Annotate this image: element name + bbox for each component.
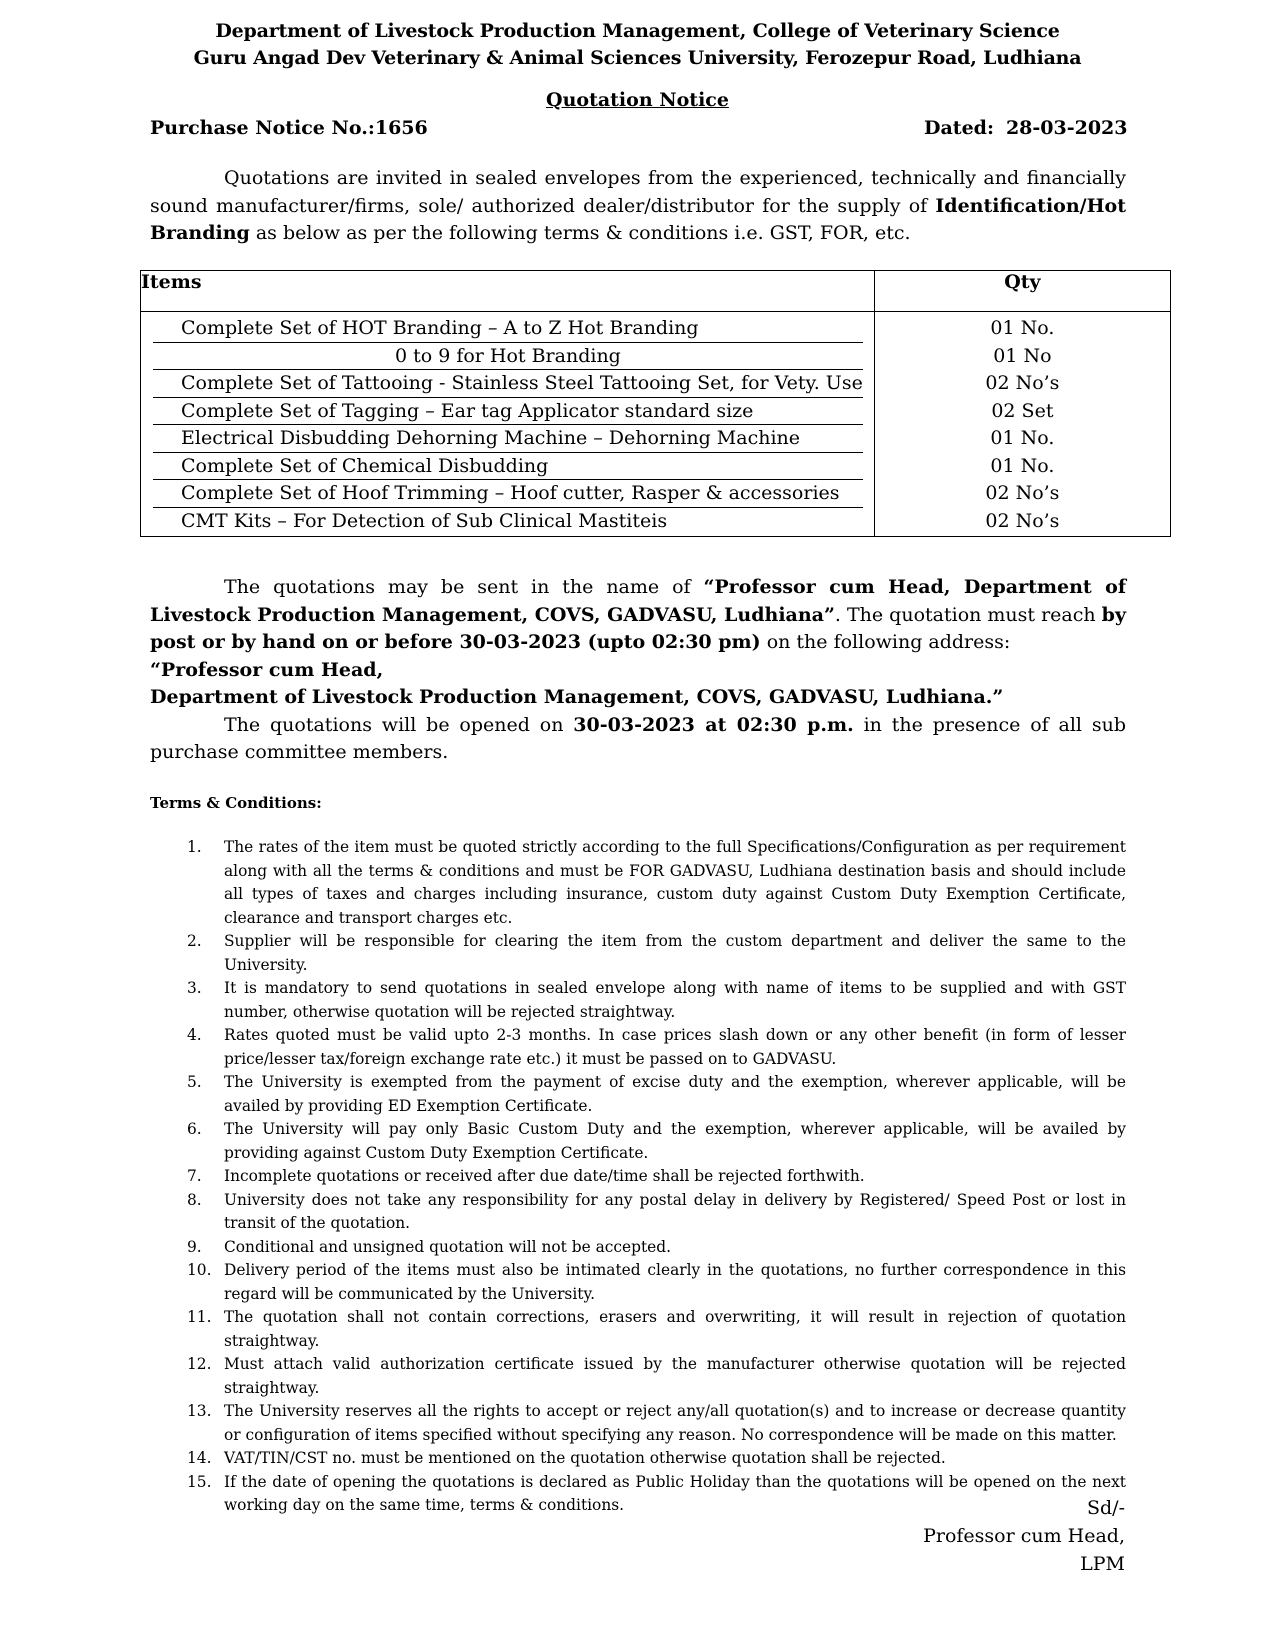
- address-line-2: [150, 684, 1126, 712]
- item-name: CMT Kits – For Detection of Sub Clinical Mastiteis: [181, 509, 668, 532]
- signature-block: [923, 1494, 1125, 1578]
- term-number: 12.: [187, 1355, 212, 1373]
- intro-item-name: Identification/Hot Branding: [150, 194, 1126, 244]
- address-line-1: [150, 657, 1126, 685]
- opening-text: The quotations will be opened on: [224, 713, 574, 736]
- term-number: 10.: [187, 1261, 212, 1279]
- signature-sd: Sd/-: [1087, 1497, 1125, 1519]
- item-name: Complete Set of Hoof Trimming – Hoof cutter, Rasper & accessories: [153, 480, 863, 508]
- qty-column-header: Qty: [874, 271, 1170, 312]
- purchase-notice-number: Purchase Notice No.:1656: [150, 117, 428, 139]
- term-text: The rates of the item must be quoted strictly according to the full Specifications/Configuration as per requirement along with all the terms & conditions and must be FOR GADVASU, Ludhiana destination basis and should include all types of taxes and charges including insurance, custom duty against Custom Duty Exemption Certificate, clearance and transport charges etc.: [224, 838, 1126, 927]
- term-number: 8.: [187, 1190, 202, 1209]
- term-text: If the date of opening the quotations is declared as Public Holiday than the quotations will be opened on the next working day on the same time, terms & conditions.: [224, 1472, 1126, 1514]
- item-name: Complete Set of Tattooing - Stainless Steel Tattooing Set, for Vety. Use: [153, 370, 863, 398]
- term-text: The University reserves all the rights to accept or reject any/all quotation(s) and to increase or decrease quantity or configuration of items specified without specifying any reason. No correspondence will be made on this matter.: [224, 1402, 1126, 1444]
- term-text: The quotation shall not contain corrections, erasers and overwriting, it will result in rejection of quotation straightway.: [224, 1308, 1126, 1350]
- qty-cell: [874, 312, 1170, 537]
- intro-text: Quotations are invited in sealed envelopes from the experienced, technically and financially sound manufacturer/firms, sole/ authorized dealer/distributor for the supply of: [150, 167, 1126, 217]
- term-text: University does not take any responsibility for any postal delay in delivery by Registered/ Speed Post or lost in transit of the quotation.: [224, 1190, 1126, 1232]
- term-number: 5.: [187, 1073, 202, 1091]
- item-qty: 02 No’s: [985, 482, 1060, 504]
- term-item: [150, 1353, 1126, 1400]
- dated-label: Dated:: [924, 117, 994, 139]
- addressee-name: “Professor cum Head, Department of Livestock Production Management, COVS, GADVASU, Ludhiana”: [150, 576, 1127, 626]
- term-item: [150, 930, 1126, 977]
- term-text: Conditional and unsigned quotation will not be accepted.: [224, 1237, 672, 1256]
- term-number: 14.: [187, 1449, 212, 1467]
- intro-paragraph: [150, 165, 1126, 248]
- opening-datetime: 30-03-2023 at 02:30 p.m.: [573, 713, 854, 736]
- term-number: 2.: [187, 932, 202, 950]
- term-item: [150, 977, 1126, 1024]
- term-item: [150, 1306, 1126, 1353]
- term-number: 7.: [187, 1167, 202, 1185]
- dated-value: 28-03-2023: [1005, 117, 1128, 139]
- term-number: 11.: [187, 1308, 212, 1326]
- submission-text: . The quotation must reach: [834, 603, 1102, 626]
- notice-date: [924, 117, 1128, 139]
- term-number: 6.: [187, 1120, 202, 1138]
- item-qty: 01 No.: [990, 317, 1055, 339]
- term-number: 3.: [187, 979, 202, 997]
- submission-text: The quotations may be sent in the name of: [224, 576, 704, 598]
- items-column-header: Items: [141, 271, 875, 312]
- items-table-header: [141, 271, 1171, 312]
- term-item: [150, 1024, 1126, 1071]
- term-number: 9.: [187, 1237, 202, 1256]
- item-qty: 02 No’s: [985, 372, 1060, 394]
- term-text: The University will pay only Basic Custom Duty and the exemption, wherever applicable, will be availed by providing against Custom Duty Exemption Certificate.: [224, 1120, 1126, 1162]
- address-text: “Professor cum Head,: [150, 658, 384, 681]
- item-name: 0 to 9 for Hot Branding: [153, 343, 863, 371]
- term-number: 15.: [187, 1472, 212, 1491]
- address-text: Department of Livestock Production Management, COVS, GADVASU, Ludhiana.”: [150, 686, 1004, 708]
- item-qty: 01 No: [993, 344, 1052, 367]
- item-name: Electrical Disbudding Dehorning Machine – Dehorning Machine: [153, 425, 863, 453]
- term-item: [150, 1400, 1126, 1447]
- item-qty: 01 No.: [990, 454, 1055, 477]
- term-item: [150, 1118, 1126, 1165]
- submission-deadline: by post or by hand on or before 30-03-2023 (upto 02:30 pm): [150, 603, 1126, 653]
- term-number: 13.: [187, 1402, 212, 1420]
- term-text: Incomplete quotations or received after due date/time shall be rejected forthwith.: [224, 1167, 865, 1185]
- intro-text-end: as below as per the following terms & conditions i.e. GST, FOR, etc.: [249, 222, 911, 244]
- term-text: Delivery period of the items must also be intimated clearly in the quotations, no further correspondence in this regard will be communicated by the University.: [224, 1261, 1126, 1303]
- term-text: Must attach valid authorization certificate issued by the manufacturer otherwise quotation will be rejected straightway.: [224, 1355, 1126, 1397]
- item-name: Complete Set of Tagging – Ear tag Applicator standard size: [153, 398, 863, 426]
- term-number: 4.: [187, 1026, 202, 1044]
- items-table-body: [141, 312, 1171, 537]
- department-header: Department of Livestock Production Management, College of Veterinary Science: [215, 20, 1060, 42]
- item-name: Complete Set of Chemical Disbudding: [153, 453, 863, 481]
- page-title: Quotation Notice: [546, 89, 729, 111]
- term-item: [150, 1447, 1126, 1471]
- opening-text: in the presence of all sub purchase committee members.: [150, 713, 1127, 763]
- items-table: [140, 270, 1171, 537]
- term-item: [150, 1071, 1126, 1118]
- submission-section: [150, 574, 1126, 767]
- item-qty: 02 Set: [991, 399, 1054, 422]
- terms-list: [150, 836, 1126, 1518]
- term-text: Rates quoted must be valid upto 2-3 months. In case prices slash down or any other benefit (in form of lesser price/lesser tax/foreign exchange rate etc.) it must be passed on to GADVASU.: [224, 1026, 1126, 1068]
- item-name: Complete Set of HOT Branding – A to Z Hot Branding: [153, 315, 863, 343]
- term-number: 1.: [187, 838, 202, 856]
- opening-paragraph: [150, 712, 1126, 767]
- item-qty: 02 No’s: [985, 509, 1060, 532]
- submission-paragraph: [150, 574, 1126, 657]
- term-item: [150, 836, 1126, 930]
- term-item: [150, 1236, 1126, 1260]
- university-header: Guru Angad Dev Veterinary & Animal Sciences University, Ferozepur Road, Ludhiana: [193, 47, 1082, 69]
- item-qty: 01 No.: [990, 427, 1055, 449]
- signature-designation: Professor cum Head,: [923, 1525, 1125, 1547]
- term-text: Supplier will be responsible for clearing the item from the custom department and deliver the same to the University.: [224, 932, 1126, 974]
- term-item: [150, 1189, 1126, 1236]
- term-item: [150, 1259, 1126, 1306]
- submission-text: on the following address:: [760, 631, 1011, 653]
- term-text: The University is exempted from the payment of excise duty and the exemption, wherever applicable, will be availed by providing ED Exemption Certificate.: [224, 1073, 1126, 1115]
- items-cell: [141, 312, 875, 537]
- term-item: [150, 1165, 1126, 1189]
- signature-department: LPM: [1080, 1553, 1125, 1575]
- term-text: VAT/TIN/CST no. must be mentioned on the quotation otherwise quotation shall be rejected.: [224, 1449, 946, 1467]
- terms-heading: Terms & Conditions:: [150, 794, 322, 812]
- term-text: It is mandatory to send quotations in sealed envelope along with name of items to be supplied and with GST number, otherwise quotation will be rejected straightway.: [224, 979, 1126, 1021]
